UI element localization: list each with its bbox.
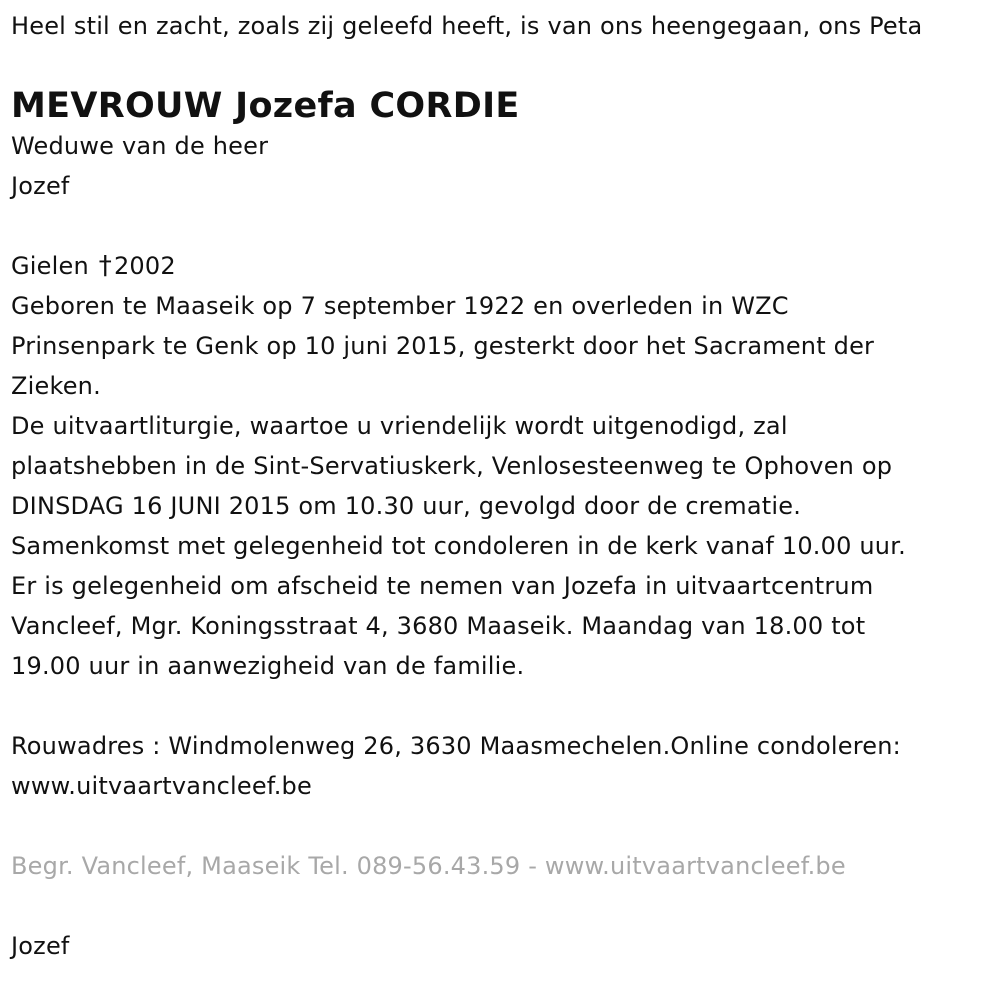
widow-of-text: Weduwe van de heer: [11, 132, 269, 160]
spacer: [11, 46, 996, 86]
husband-line: [11, 246, 996, 286]
husband-last-name: Gielen: [11, 252, 89, 280]
condolence-url: www.uitvaartvancleef.be: [11, 772, 312, 800]
husband-death-year: 2002: [113, 252, 176, 280]
body-line: Er is gelegenheid om afscheid te nemen van Jozefa in uitvaartcentrum: [11, 572, 874, 600]
funeral-home-info: Begr. Vancleef, Maaseik Tel. 089-56.43.59 - www.uitvaartvancleef.be: [11, 852, 846, 880]
body-line: Prinsenpark te Genk op 10 juni 2015, gesterkt door het Sacrament der: [11, 332, 875, 360]
deceased-name: MEVROUW Jozefa CORDIE: [11, 86, 520, 126]
spacer: [11, 886, 996, 926]
body-line: Geboren te Maaseik op 7 september 1922 en overleden in WZC: [11, 292, 789, 320]
spacer: [11, 686, 996, 726]
body-line: Vancleef, Mgr. Koningsstraat 4, 3680 Maaseik. Maandag van 18.00 tot: [11, 612, 866, 640]
body-line: Samenkomst met gelegenheid tot condoleren in de kerk vanaf 10.00 uur.: [11, 532, 906, 560]
body-line: DINSDAG 16 JUNI 2015 om 10.30 uur, gevolgd door de crematie.: [11, 492, 802, 520]
husband-first-name: Jozef: [11, 172, 70, 200]
cross-icon: †: [98, 251, 112, 281]
address-line: Rouwadres : Windmolenweg 26, 3630 Maasmechelen.Online condoleren:: [11, 732, 901, 760]
body-line: Zieken.: [11, 372, 101, 400]
body-line: De uitvaartliturgie, waartoe u vriendelijk wordt uitgenodigd, zal: [11, 412, 788, 440]
body-line: 19.00 uur in aanwezigheid van de familie.: [11, 652, 525, 680]
spacer: [11, 806, 996, 846]
spacer: [11, 206, 996, 246]
intro-text: Heel stil en zacht, zoals zij geleefd heeft, is van ons heengegaan, ons Peta: [11, 12, 923, 40]
death-notice: [11, 0, 996, 966]
body-line: plaatshebben in de Sint-Servatiuskerk, Venlosesteenweg te Ophoven op: [11, 452, 893, 480]
signature: Jozef: [11, 932, 70, 960]
